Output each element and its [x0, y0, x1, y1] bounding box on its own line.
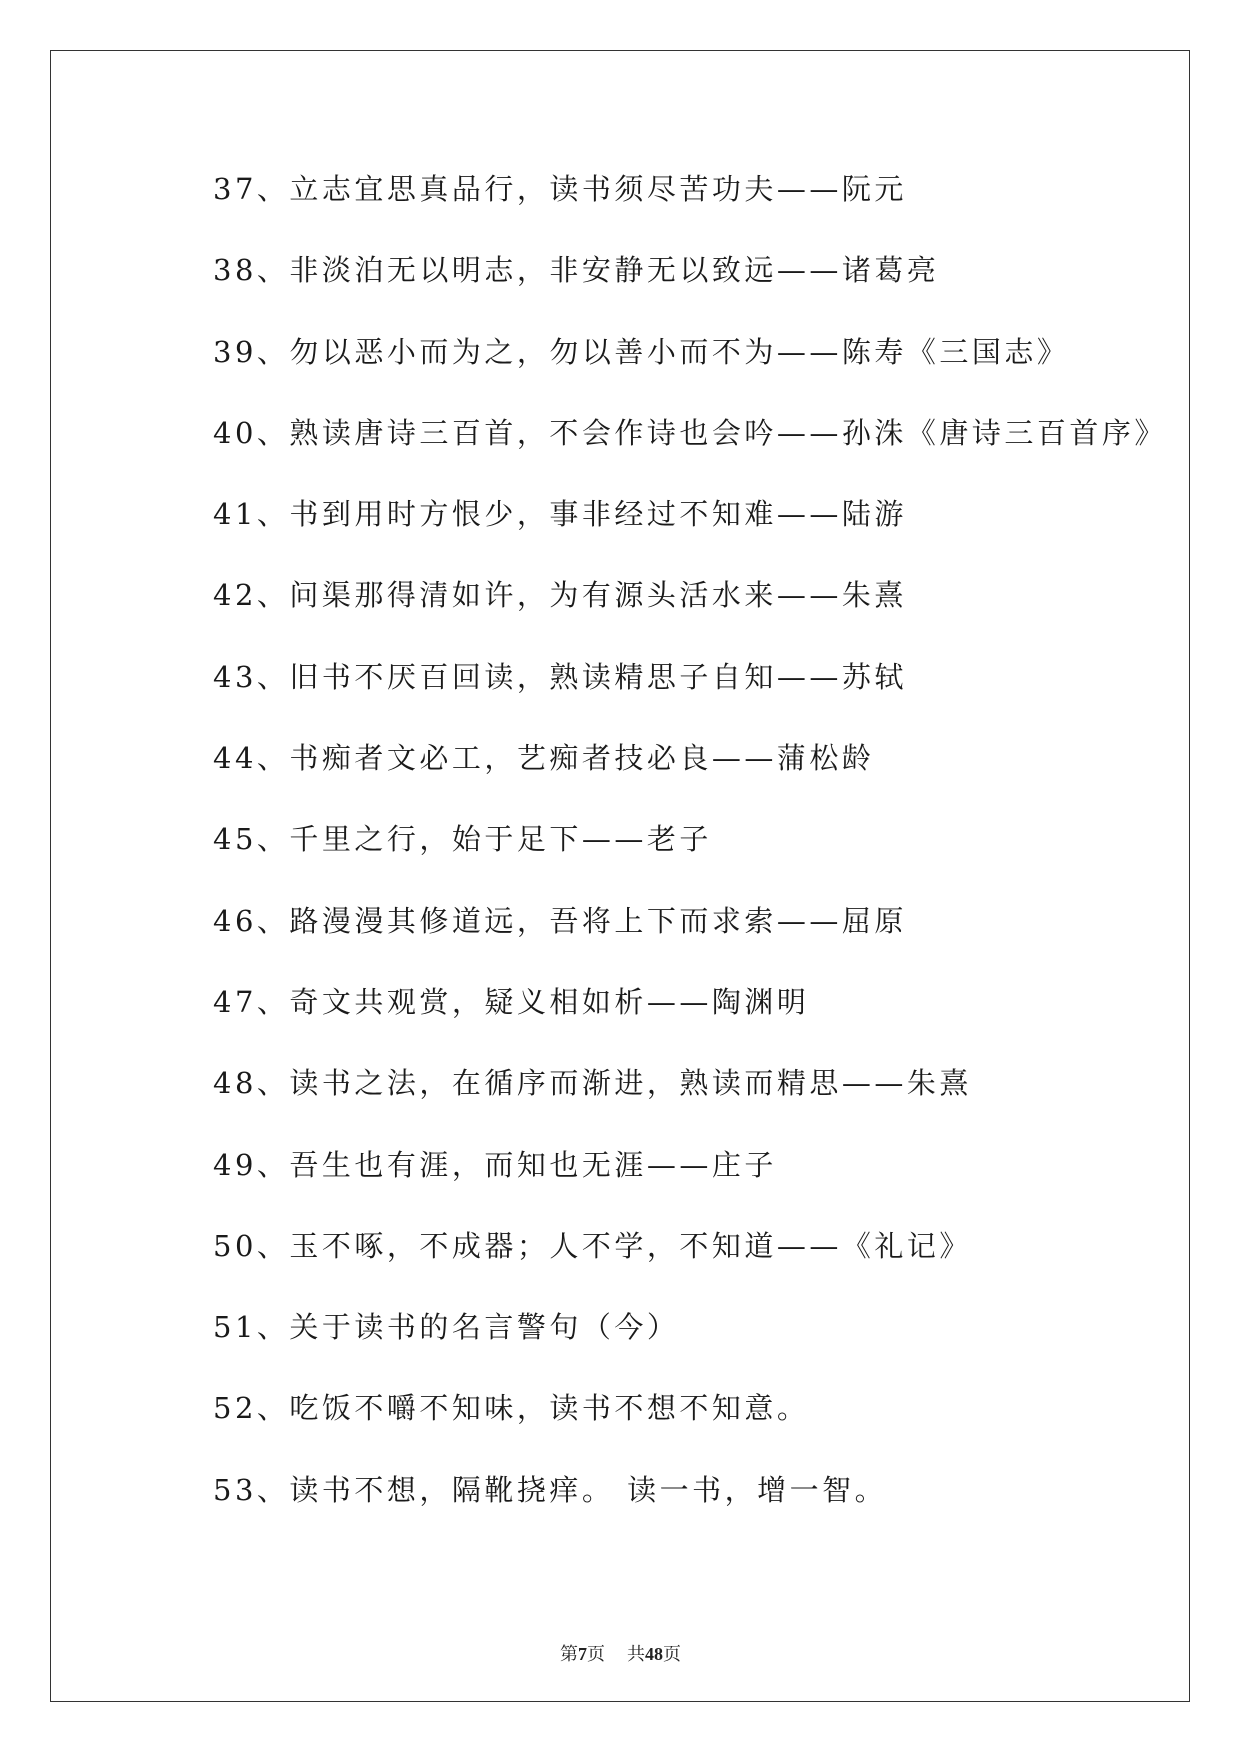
list-item: 48、读书之法，在循序而渐进，熟读而精思——朱熹 [213, 1066, 972, 1101]
page-suffix: 页 [587, 1644, 605, 1664]
list-item: 49、吾生也有涯，而知也无涯——庄子 [213, 1147, 777, 1182]
list-item: 37、立志宜思真品行，读书须尽苦功夫——阮元 [213, 172, 907, 206]
page-prefix: 第 [560, 1644, 578, 1664]
list-item: 47、奇文共观赏，疑义相如析——陶渊明 [213, 984, 810, 1019]
list-item: 42、问渠那得清如许，为有源头活水来——朱熹 [213, 578, 907, 613]
list-item: 50、玉不啄，不成器；人不学，不知道——《礼记》 [213, 1228, 972, 1263]
list-item: 40、熟读唐诗三百首，不会作诗也会吟——孙洙《唐诗三百首序》 [213, 415, 1167, 450]
list-item: 51、关于读书的名言警句（今） [213, 1310, 680, 1345]
page-footer [0, 1640, 1241, 1666]
list-item: 41、书到用时方恨少，事非经过不知难——陆游 [213, 497, 907, 532]
list-item: 44、书痴者文必工，艺痴者技必良——蒲松龄 [213, 741, 875, 776]
list-item: 43、旧书不厌百回读，熟读精思子自知——苏轼 [213, 659, 907, 694]
total-prefix: 共 [627, 1644, 645, 1664]
list-item: 53、读书不想，隔靴挠痒。 读一书，增一智。 [213, 1472, 888, 1507]
list-item: 52、吃饭不嚼不知味，读书不想不知意。 [213, 1391, 810, 1426]
list-item: 38、非淡泊无以明志，非安静无以致远——诸葛亮 [213, 253, 940, 288]
total-suffix: 页 [663, 1644, 681, 1664]
total-pages: 48 [645, 1644, 663, 1664]
quote-list [213, 168, 1167, 1550]
list-item: 45、千里之行，始于足下——老子 [213, 822, 712, 857]
page-number: 7 [578, 1644, 587, 1664]
list-item: 46、路漫漫其修道远，吾将上下而求索——屈原 [213, 903, 907, 938]
list-item: 39、勿以恶小而为之，勿以善小而不为——陈寿《三国志》 [213, 334, 1070, 369]
